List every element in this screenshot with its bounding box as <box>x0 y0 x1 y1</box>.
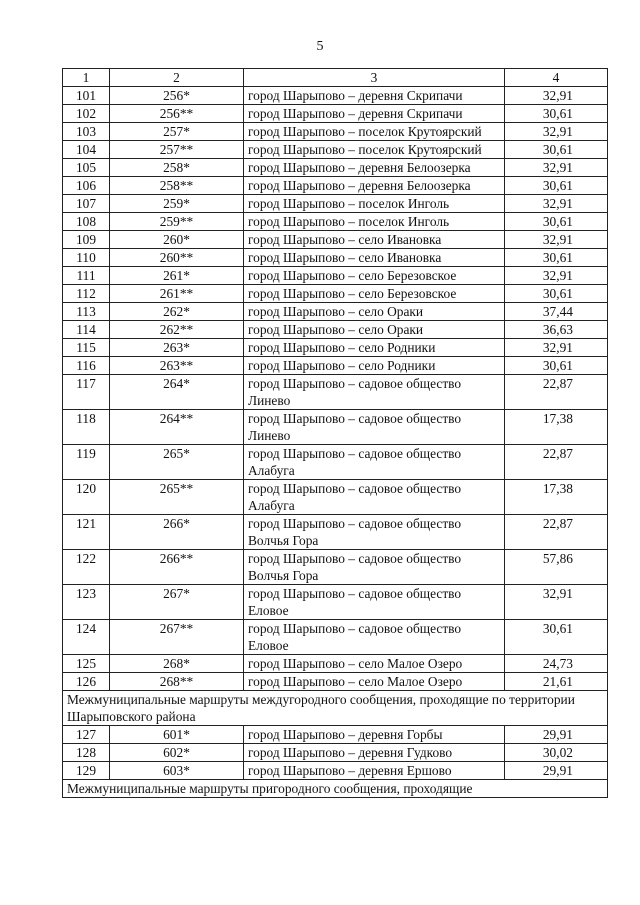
route-code-cell: 262** <box>110 321 244 339</box>
tariff-value-cell: 30,02 <box>505 744 608 762</box>
route-code-cell: 263** <box>110 357 244 375</box>
table-row <box>63 673 608 691</box>
route-name-cell: город Шарыпово – село Березовское <box>244 267 505 285</box>
route-code-cell: 258* <box>110 159 244 177</box>
tariff-value-cell: 30,61 <box>505 141 608 159</box>
row-number-cell: 121 <box>63 515 110 550</box>
tariff-value-cell: 17,38 <box>505 480 608 515</box>
tariff-value-cell: 21,61 <box>505 673 608 691</box>
route-code-cell: 601* <box>110 726 244 744</box>
column-header: 4 <box>505 69 608 87</box>
route-code-cell: 259** <box>110 213 244 231</box>
row-number-cell: 106 <box>63 177 110 195</box>
section-title: Межмуниципальные маршруты междугородного сообщения, проходящие по территории Шарыповского района <box>63 691 608 726</box>
row-number-cell: 117 <box>63 375 110 410</box>
tariff-value-cell: 30,61 <box>505 249 608 267</box>
tariff-value-cell: 30,61 <box>505 177 608 195</box>
route-name-cell: город Шарыпово – село Ораки <box>244 321 505 339</box>
row-number-cell: 111 <box>63 267 110 285</box>
route-code-cell: 256** <box>110 105 244 123</box>
table-row <box>63 159 608 177</box>
route-code-cell: 257* <box>110 123 244 141</box>
route-code-cell: 256* <box>110 87 244 105</box>
table-row <box>63 87 608 105</box>
tariff-value-cell: 32,91 <box>505 87 608 105</box>
routes-table <box>62 68 608 798</box>
table-row <box>63 339 608 357</box>
tariff-value-cell: 22,87 <box>505 375 608 410</box>
tariff-value-cell: 22,87 <box>505 515 608 550</box>
row-number-cell: 120 <box>63 480 110 515</box>
route-code-cell: 258** <box>110 177 244 195</box>
route-name-cell: город Шарыпово – село Родники <box>244 357 505 375</box>
route-code-cell: 265** <box>110 480 244 515</box>
row-number-cell: 122 <box>63 550 110 585</box>
route-name-cell: город Шарыпово – поселок Крутоярский <box>244 123 505 141</box>
tariff-value-cell: 32,91 <box>505 123 608 141</box>
row-number-cell: 116 <box>63 357 110 375</box>
row-number-cell: 107 <box>63 195 110 213</box>
table-row <box>63 141 608 159</box>
tariff-value-cell: 57,86 <box>505 550 608 585</box>
route-code-cell: 268** <box>110 673 244 691</box>
table-row <box>63 285 608 303</box>
route-code-cell: 262* <box>110 303 244 321</box>
tariff-value-cell: 30,61 <box>505 285 608 303</box>
table-row <box>63 357 608 375</box>
route-name-cell: город Шарыпово – село Малое Озеро <box>244 673 505 691</box>
route-code-cell: 260* <box>110 231 244 249</box>
row-number-cell: 118 <box>63 410 110 445</box>
route-name-cell: город Шарыпово – деревня Горбы <box>244 726 505 744</box>
route-name-cell: город Шарыпово – деревня Скрипачи <box>244 87 505 105</box>
table-row <box>63 375 608 410</box>
tariff-value-cell: 30,61 <box>505 213 608 231</box>
table-row <box>63 655 608 673</box>
row-number-cell: 127 <box>63 726 110 744</box>
route-name-cell: город Шарыпово – деревня Гудково <box>244 744 505 762</box>
route-name-cell: город Шарыпово – село Березовское <box>244 285 505 303</box>
table-row <box>63 231 608 249</box>
row-number-cell: 119 <box>63 445 110 480</box>
row-number-cell: 114 <box>63 321 110 339</box>
column-header: 3 <box>244 69 505 87</box>
route-code-cell: 266** <box>110 550 244 585</box>
table-row <box>63 585 608 620</box>
tariff-value-cell: 30,61 <box>505 357 608 375</box>
tariff-value-cell: 29,91 <box>505 762 608 780</box>
row-number-cell: 112 <box>63 285 110 303</box>
tariff-value-cell: 36,63 <box>505 321 608 339</box>
row-number-cell: 124 <box>63 620 110 655</box>
route-code-cell: 603* <box>110 762 244 780</box>
tariff-value-cell: 30,61 <box>505 620 608 655</box>
table-row <box>63 213 608 231</box>
table-row <box>63 267 608 285</box>
section-header-row <box>63 780 608 798</box>
section-title: Межмуниципальные маршруты пригородного сообщения, проходящие <box>63 780 608 798</box>
page-number: 5 <box>316 39 324 54</box>
route-code-cell: 268* <box>110 655 244 673</box>
table-row <box>63 410 608 445</box>
route-name-cell: город Шарыпово – садовое общество Волчья Гора <box>244 515 505 550</box>
row-number-cell: 104 <box>63 141 110 159</box>
route-name-cell: город Шарыпово – садовое общество Волчья Гора <box>244 550 505 585</box>
route-code-cell: 264** <box>110 410 244 445</box>
route-name-cell: город Шарыпово – село Ивановка <box>244 231 505 249</box>
route-name-cell: город Шарыпово – деревня Ершово <box>244 762 505 780</box>
tariff-value-cell: 32,91 <box>505 231 608 249</box>
route-name-cell: город Шарыпово – деревня Белоозерка <box>244 159 505 177</box>
route-code-cell: 257** <box>110 141 244 159</box>
row-number-cell: 109 <box>63 231 110 249</box>
route-name-cell: город Шарыпово – село Ораки <box>244 303 505 321</box>
route-name-cell: город Шарыпово – садовое общество Линево <box>244 375 505 410</box>
table-row <box>63 620 608 655</box>
route-code-cell: 267** <box>110 620 244 655</box>
route-name-cell: город Шарыпово – садовое общество Алабуга <box>244 445 505 480</box>
table-row <box>63 515 608 550</box>
tariff-value-cell: 32,91 <box>505 339 608 357</box>
route-name-cell: город Шарыпово – поселок Инголь <box>244 213 505 231</box>
tariff-value-cell: 37,44 <box>505 303 608 321</box>
table-row <box>63 105 608 123</box>
row-number-cell: 102 <box>63 105 110 123</box>
route-code-cell: 264* <box>110 375 244 410</box>
route-name-cell: город Шарыпово – поселок Инголь <box>244 195 505 213</box>
table-row <box>63 249 608 267</box>
section-header-row <box>63 691 608 726</box>
row-number-cell: 108 <box>63 213 110 231</box>
route-code-cell: 267* <box>110 585 244 620</box>
tariff-value-cell: 29,91 <box>505 726 608 744</box>
route-name-cell: город Шарыпово – деревня Белоозерка <box>244 177 505 195</box>
table-row <box>63 303 608 321</box>
route-code-cell: 265* <box>110 445 244 480</box>
row-number-cell: 126 <box>63 673 110 691</box>
tariff-value-cell: 32,91 <box>505 267 608 285</box>
route-name-cell: город Шарыпово – поселок Крутоярский <box>244 141 505 159</box>
row-number-cell: 115 <box>63 339 110 357</box>
route-name-cell: город Шарыпово – село Родники <box>244 339 505 357</box>
row-number-cell: 125 <box>63 655 110 673</box>
route-code-cell: 266* <box>110 515 244 550</box>
table-row <box>63 726 608 744</box>
tariff-value-cell: 24,73 <box>505 655 608 673</box>
route-code-cell: 259* <box>110 195 244 213</box>
route-name-cell: город Шарыпово – садовое общество Алабуга <box>244 480 505 515</box>
row-number-cell: 129 <box>63 762 110 780</box>
tariff-value-cell: 32,91 <box>505 585 608 620</box>
row-number-cell: 128 <box>63 744 110 762</box>
route-code-cell: 602* <box>110 744 244 762</box>
route-name-cell: город Шарыпово – деревня Скрипачи <box>244 105 505 123</box>
tariff-value-cell: 17,38 <box>505 410 608 445</box>
route-code-cell: 263* <box>110 339 244 357</box>
row-number-cell: 123 <box>63 585 110 620</box>
route-name-cell: город Шарыпово – садовое общество Еловое <box>244 585 505 620</box>
row-number-cell: 110 <box>63 249 110 267</box>
table-row <box>63 195 608 213</box>
tariff-value-cell: 30,61 <box>505 105 608 123</box>
tariff-value-cell: 32,91 <box>505 159 608 177</box>
route-code-cell: 261** <box>110 285 244 303</box>
table-row <box>63 445 608 480</box>
row-number-cell: 105 <box>63 159 110 177</box>
table-row <box>63 123 608 141</box>
route-code-cell: 260** <box>110 249 244 267</box>
tariff-value-cell: 32,91 <box>505 195 608 213</box>
table-row <box>63 177 608 195</box>
route-code-cell: 261* <box>110 267 244 285</box>
row-number-cell: 103 <box>63 123 110 141</box>
table-row <box>63 480 608 515</box>
row-number-cell: 113 <box>63 303 110 321</box>
route-name-cell: город Шарыпово – село Ивановка <box>244 249 505 267</box>
table-row <box>63 321 608 339</box>
row-number-cell: 101 <box>63 87 110 105</box>
column-header: 1 <box>63 69 110 87</box>
column-header: 2 <box>110 69 244 87</box>
table-row <box>63 744 608 762</box>
table-row <box>63 550 608 585</box>
route-name-cell: город Шарыпово – садовое общество Линево <box>244 410 505 445</box>
route-name-cell: город Шарыпово – село Малое Озеро <box>244 655 505 673</box>
table-row <box>63 762 608 780</box>
route-name-cell: город Шарыпово – садовое общество Еловое <box>244 620 505 655</box>
table-header-row <box>63 69 608 87</box>
tariff-value-cell: 22,87 <box>505 445 608 480</box>
